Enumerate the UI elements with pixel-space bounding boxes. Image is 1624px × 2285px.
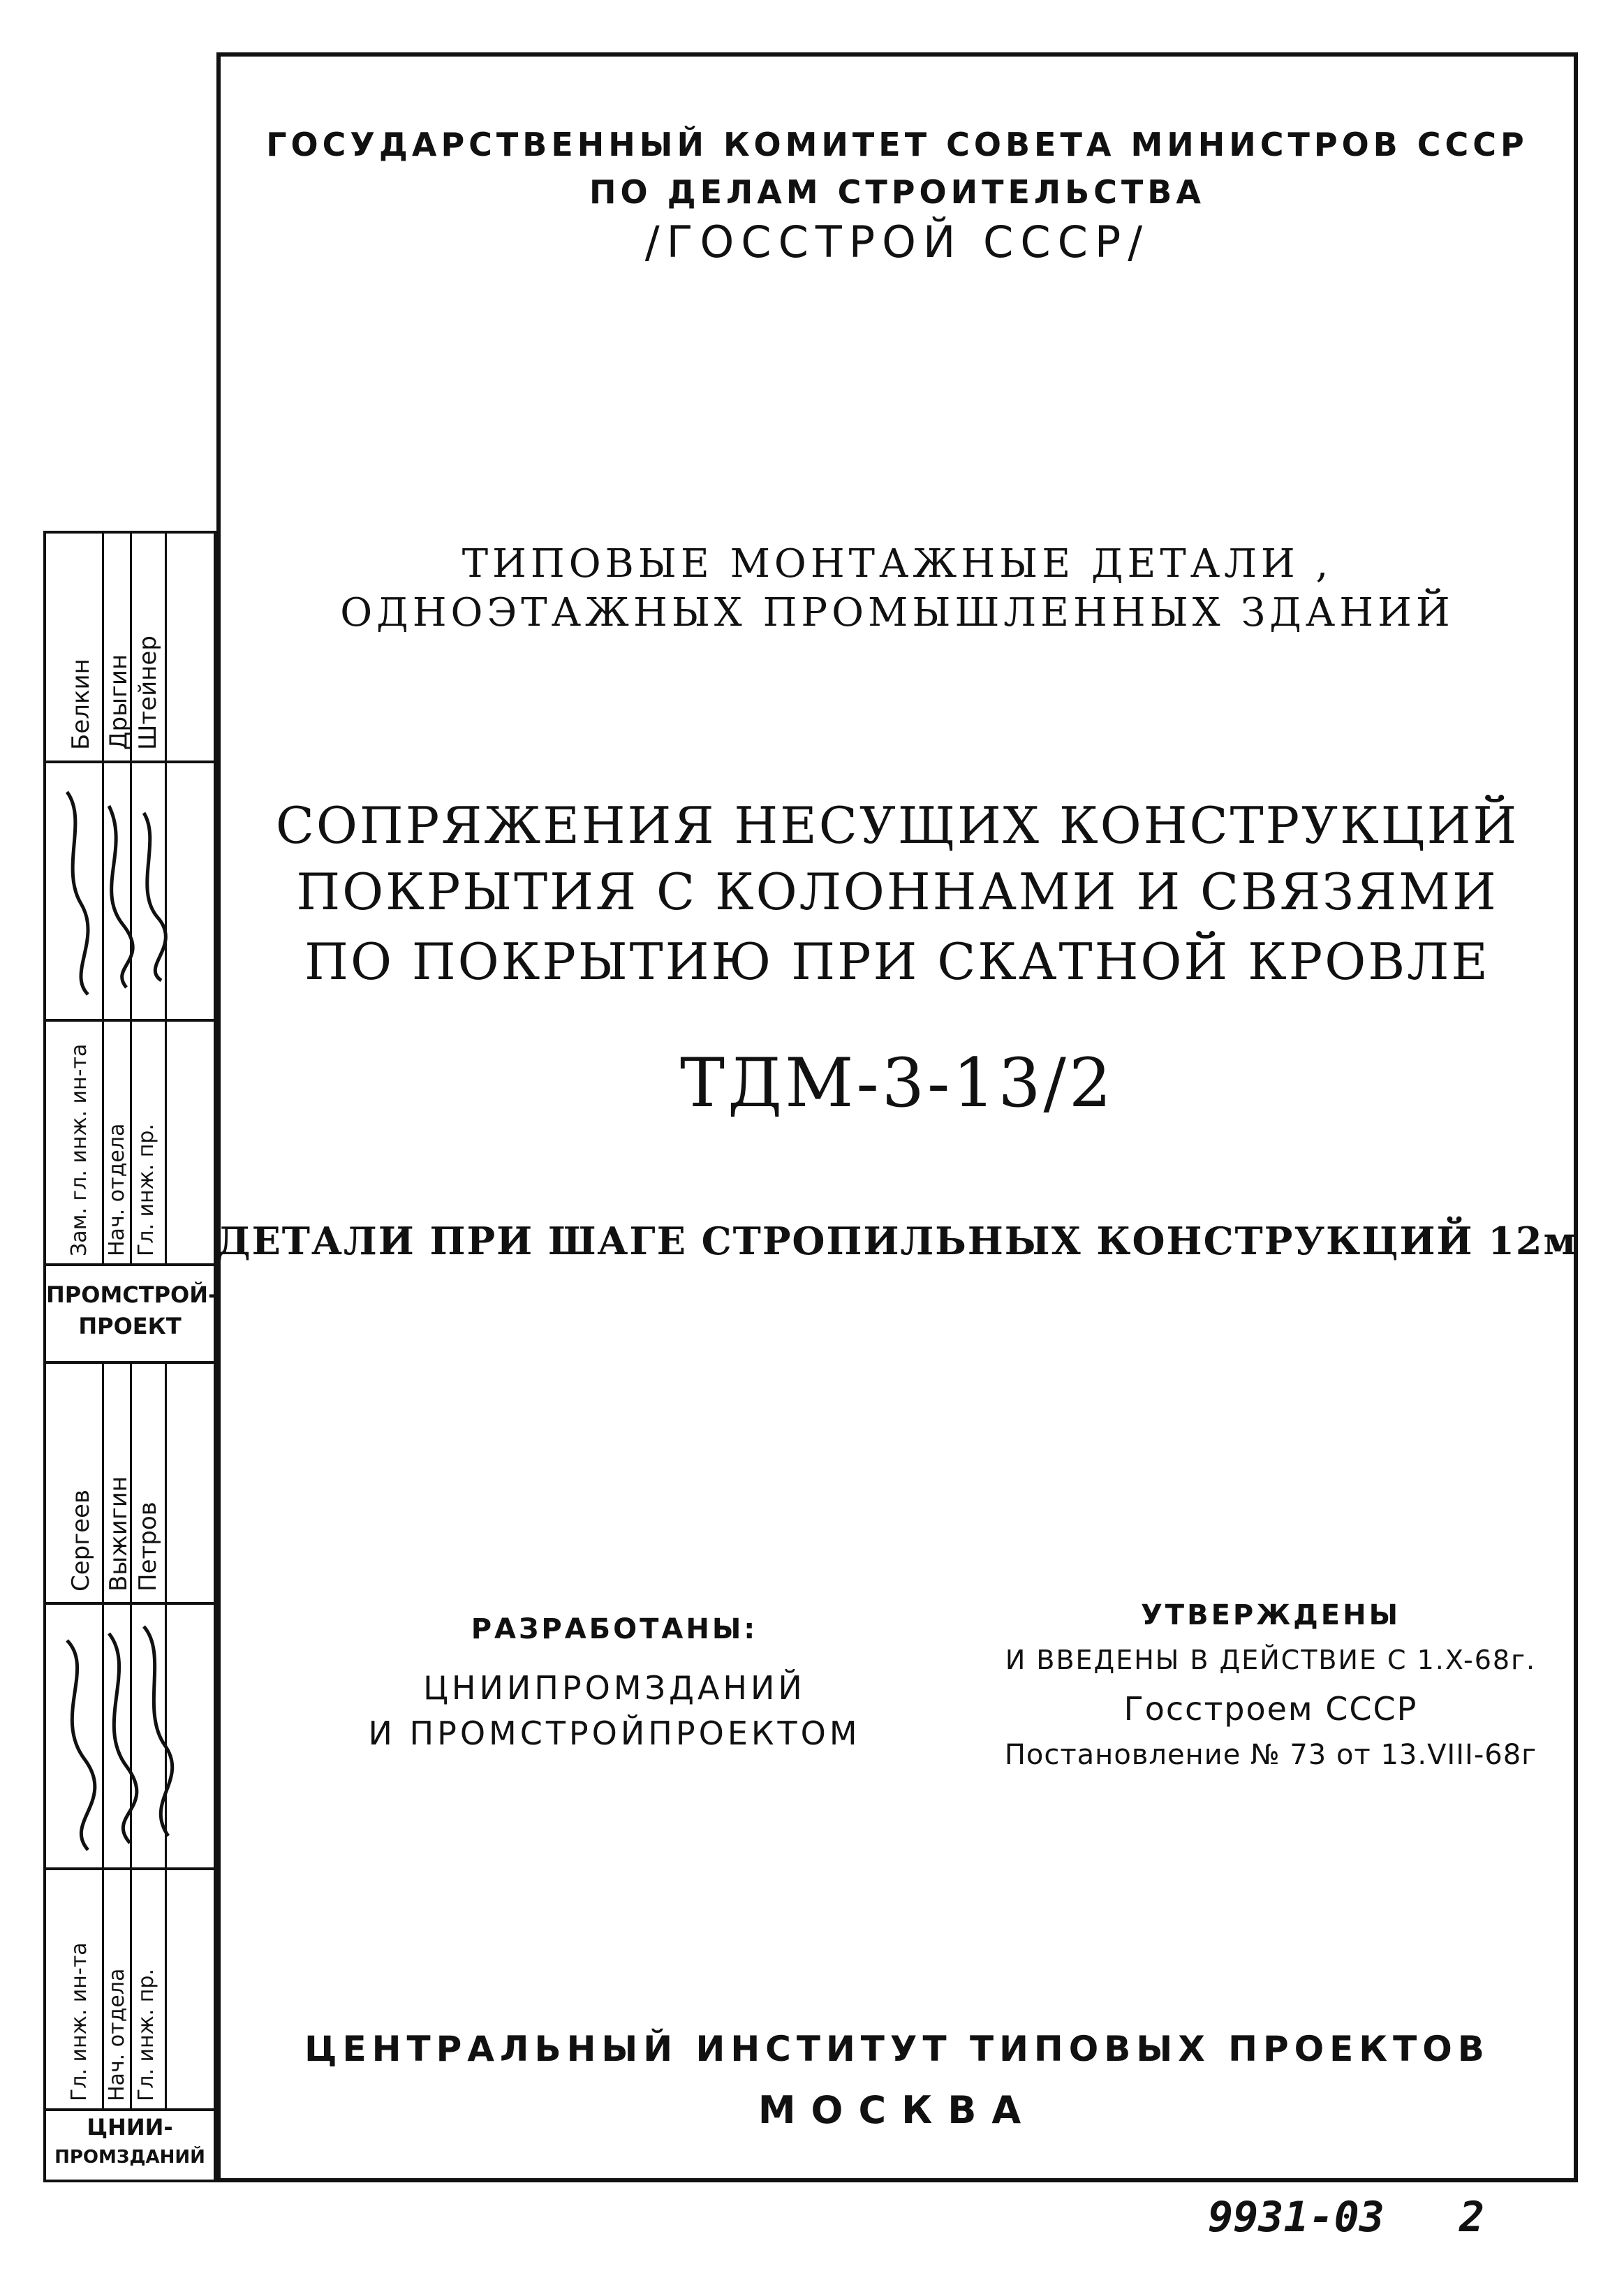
- developed-org-1: ЦНИИПРОМЗДАНИЙ: [423, 1669, 806, 1707]
- page-number: 2: [1459, 2193, 1485, 2242]
- document-code: ТДМ-3-13/2: [680, 1044, 1114, 1122]
- stamp-bottom-org-line-1: ЦНИИ-: [87, 2114, 173, 2140]
- stamp-top-name-2: Дрыгин: [105, 654, 133, 750]
- stamp-row-line: [46, 1019, 214, 1022]
- approval-stamp-strip: [43, 531, 216, 2182]
- approved-line-3: Постановление № 73 от 13.VIII-68г: [1004, 1739, 1537, 1771]
- stamp-top-position-1: Зам. гл. инж. ин-та: [67, 1043, 91, 1256]
- approved-label: УТВЕРЖДЕНЫ: [1140, 1599, 1401, 1631]
- stamp-row-line: [46, 1602, 214, 1605]
- stamp-top-name-1: Белкин: [67, 659, 95, 750]
- stamp-bottom-position-3: Гл. инж. пр.: [134, 1969, 158, 2101]
- stamp-bottom-name-2: Выжигин: [105, 1476, 133, 1592]
- header-line-1: ГОСУДАРСТВЕННЫЙ КОМИТЕТ СОВЕТА МИНИСТРОВ СССР: [266, 126, 1528, 163]
- stamp-row-line: [46, 761, 214, 763]
- stamp-top-org-line-1: ПРОМСТРОЙ-: [46, 1281, 218, 1308]
- stamp-bottom-position-1: Гл. инж. ин-та: [67, 1942, 91, 2101]
- stamp-row-line: [46, 1867, 214, 1870]
- stamp-row-line: [46, 1361, 214, 1364]
- footer-institute: ЦЕНТРАЛЬНЫЙ ИНСТИТУТ ТИПОВЫХ ПРОЕКТОВ: [304, 2029, 1490, 2069]
- stamp-top-position-3: Гл. инж. пр.: [134, 1124, 158, 1256]
- stamp-bottom-name-3: Петров: [134, 1501, 162, 1592]
- stamp-top-signatures: [46, 764, 214, 1015]
- header-line-3: /ГОССТРОЙ СССР/: [644, 216, 1150, 267]
- header-line-2: ПО ДЕЛАМ СТРОИТЕЛЬСТВА: [589, 173, 1205, 211]
- stamp-top-org-line-2: ПРОЕКТ: [78, 1313, 182, 1339]
- title-line-1: СОПРЯЖЕНИЯ НЕСУЩИХ КОНСТРУКЦИЙ: [275, 796, 1519, 855]
- title-line-3: ПО ПОКРЫТИЮ ПРИ СКАТНОЙ КРОВЛЕ: [304, 932, 1490, 991]
- stamp-top-position-2: Нач. отдела: [105, 1123, 129, 1256]
- series-line-1: ТИПОВЫЕ МОНТАЖНЫЕ ДЕТАЛИ ,: [462, 541, 1333, 587]
- title-line-2: ПОКРЫТИЯ С КОЛОННАМИ И СВЯЗЯМИ: [296, 862, 1498, 921]
- developed-label: РАЗРАБОТАНЫ:: [471, 1613, 758, 1645]
- approved-line-2: Госстроем СССР: [1123, 1690, 1418, 1728]
- approved-line-1: И ВВЕДЕНЫ В ДЕЙСТВИЕ С 1.X-68г.: [1005, 1645, 1537, 1675]
- document-number: 9931-03: [1208, 2193, 1385, 2242]
- stamp-bottom-signatures: [46, 1606, 214, 1864]
- footer-city: МОСКВА: [758, 2088, 1037, 2132]
- stamp-bottom-name-1: Сергеев: [67, 1490, 95, 1592]
- stamp-row-line: [46, 2108, 214, 2111]
- subtitle: ДЕТАЛИ ПРИ ШАГЕ СТРОПИЛЬНЫХ КОНСТРУКЦИЙ 12м: [216, 1219, 1578, 1263]
- stamp-top-name-3: Штейнер: [134, 635, 162, 750]
- stamp-bottom-org-line-2: ПРОМЗДАНИЙ: [54, 2147, 205, 2168]
- stamp-bottom-position-2: Нач. отдела: [105, 1968, 129, 2101]
- stamp-row-line: [46, 1263, 214, 1266]
- series-line-2: ОДНОЭТАЖНЫХ ПРОМЫШЛЕННЫХ ЗДАНИЙ: [340, 590, 1454, 635]
- developed-org-2: И ПРОМСТРОЙПРОЕКТОМ: [368, 1714, 861, 1752]
